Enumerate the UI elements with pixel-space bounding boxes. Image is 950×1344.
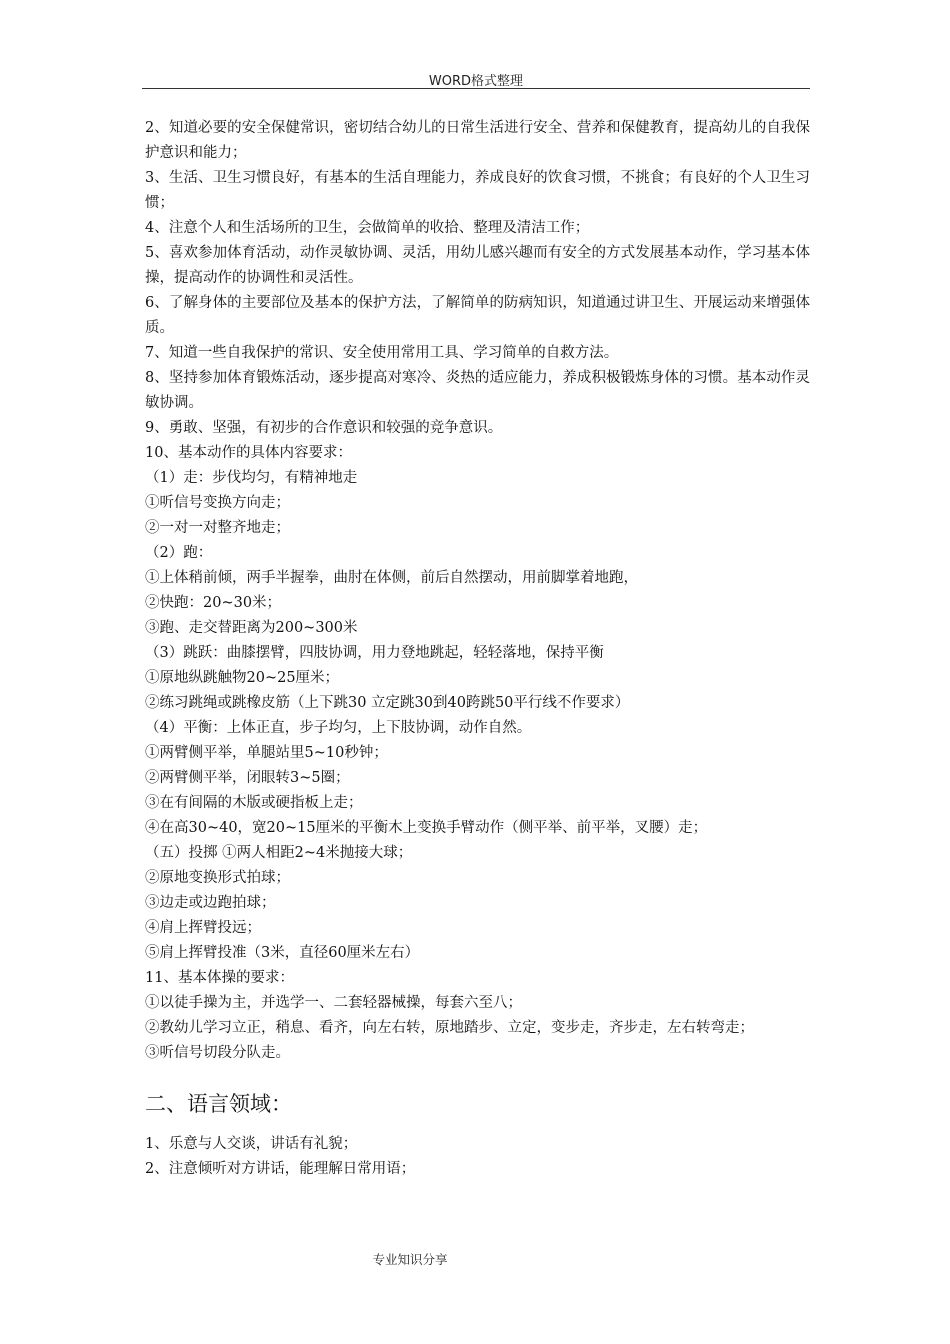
paragraph: （4）平衡：上体正直，步子均匀，上下肢协调，动作自然。	[145, 720, 532, 736]
paragraph: ②两臂侧平举，闭眼转3~5圈；	[145, 770, 350, 786]
paragraph: ②练习跳绳或跳橡皮筋（上下跳30 立定跳30到40跨跳50平行线不作要求）	[145, 695, 630, 711]
paragraph: 9、勇敢、坚强，有初步的合作意识和较强的竞争意识。	[145, 420, 503, 436]
paragraph: ④肩上挥臂投远；	[145, 920, 261, 936]
section-paragraph: 1、乐意与人交谈，讲话有礼貌；	[145, 1136, 358, 1152]
paragraph: ②教幼儿学习立正，稍息、看齐，向左右转，原地踏步、立定，变步走，齐步走，左右转弯走；	[145, 1020, 754, 1036]
paragraph-list	[145, 116, 810, 1066]
paragraph: 2、知道必要的安全保健常识，密切结合幼儿的日常生活进行安全、营养和保健教育，提高幼儿的自我保护意识和能力；	[145, 120, 810, 161]
paragraph: ③在有间隔的木版或硬指板上走；	[145, 795, 363, 811]
section-paragraph-list	[145, 1132, 810, 1182]
header-divider	[142, 88, 810, 89]
paragraph: ②原地变换形式拍球；	[145, 870, 290, 886]
paragraph: ①两臂侧平举，单腿站里5~10秒钟；	[145, 745, 388, 761]
paragraph: 11、基本体操的要求：	[145, 970, 294, 986]
document-body	[145, 116, 810, 1182]
paragraph: 5、喜欢参加体育活动，动作灵敏协调、灵活，用幼儿感兴趣而有安全的方式发展基本动作，学习基本体操，提高动作的协调性和灵活性。	[145, 245, 810, 286]
paragraph: ①原地纵跳触物20~25厘米；	[145, 670, 340, 686]
section-heading: 二、语言领域：	[145, 1092, 292, 1116]
paragraph: 4、注意个人和生活场所的卫生，会做简单的收拾、整理及清洁工作；	[145, 220, 590, 236]
paragraph: 8、坚持参加体育锻炼活动，逐步提高对寒冷、炎热的适应能力，养成积极锻炼身体的习惯。基本动作灵敏协调。	[145, 370, 810, 411]
paragraph: ④在高30~40，宽20~15厘米的平衡木上变换手臂动作（侧平举、前平举，叉腰）走；	[145, 820, 708, 836]
section-paragraph: 2、注意倾听对方讲话，能理解日常用语；	[145, 1161, 416, 1177]
paragraph: ①以徒手操为主，并选学一、二套轻器械操，每套六至八；	[145, 995, 522, 1011]
paragraph: ②一对一对整齐地走；	[145, 520, 290, 536]
paragraph: ③边走或边跑拍球；	[145, 895, 276, 911]
paragraph: 3、生活、卫生习惯良好，有基本的生活自理能力，养成良好的饮食习惯，不挑食；有良好的个人卫生习惯；	[145, 170, 810, 211]
paragraph: ①听信号变换方向走；	[145, 495, 290, 511]
paragraph: ②快跑：20~30米；	[145, 595, 282, 611]
paragraph: 7、知道一些自我保护的常识、安全使用常用工具、学习简单的自救方法。	[145, 345, 619, 361]
paragraph: ③跑、走交替距离为200~300米	[145, 620, 358, 636]
paragraph: （五）投掷 ①两人相距2~4米抛接大球；	[145, 845, 413, 861]
paragraph: （2）跑：	[145, 545, 213, 561]
paragraph: （1）走：步伐均匀，有精神地走	[145, 470, 358, 486]
page-header: WORD格式整理	[428, 74, 524, 89]
paragraph: 6、了解身体的主要部位及基本的保护方法，了解简单的防病知识，知道通过讲卫生、开展运动来增强体质。	[145, 295, 810, 336]
paragraph: ③听信号切段分队走。	[145, 1045, 290, 1061]
paragraph: 10、基本动作的具体内容要求：	[145, 445, 352, 461]
paragraph: （3）跳跃：曲膝摆臂，四肢协调，用力登地跳起，轻轻落地，保持平衡	[145, 645, 604, 661]
page-footer: 专业知识分享	[372, 1252, 448, 1267]
paragraph: ①上体稍前倾，两手半握拳，曲肘在体侧，前后自然摆动，用前脚掌着地跑，	[145, 570, 638, 586]
paragraph: ⑤肩上挥臂投准（3米，直径60厘米左右）	[145, 945, 420, 961]
